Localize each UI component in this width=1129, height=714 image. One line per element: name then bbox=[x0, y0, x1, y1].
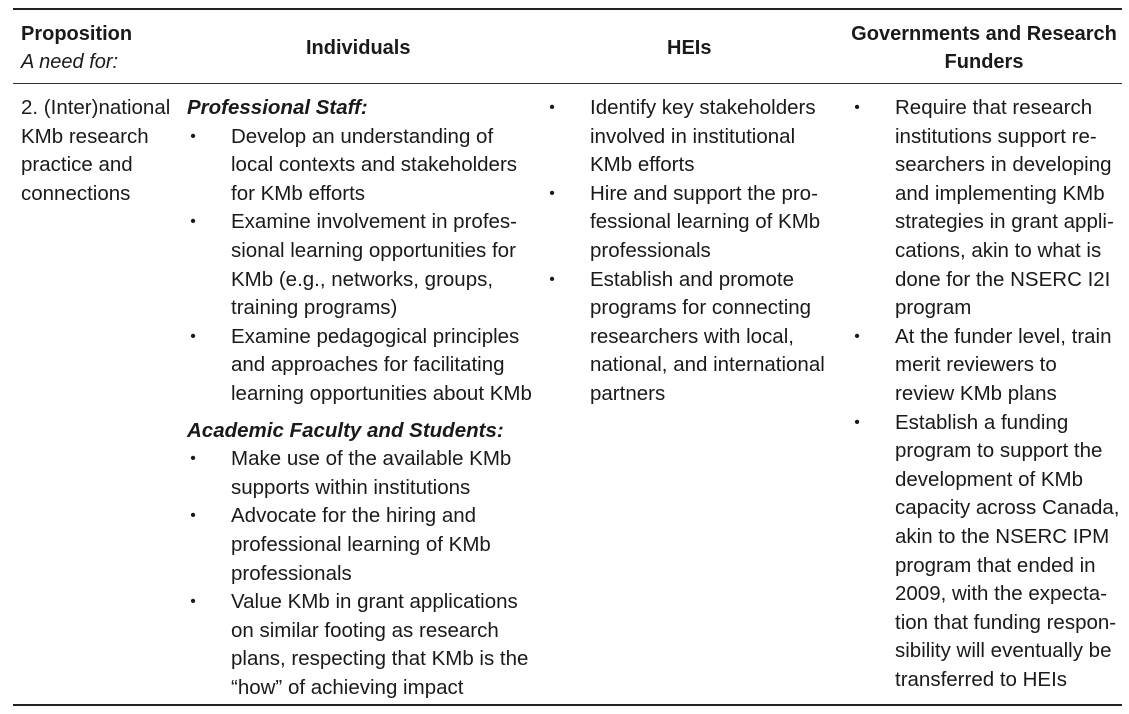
bullet-icon: • bbox=[190, 327, 196, 345]
list-item-text: Hire and support the pro-fessional learning of KMb professionals bbox=[590, 181, 821, 262]
list-item bbox=[546, 180, 836, 266]
list-item-text: Value KMb in grant applications on similar footing as research plans, respecting that KMb is the “how” of achieving impact bbox=[231, 590, 529, 699]
bullet-icon: • bbox=[190, 450, 196, 468]
subheading-professional-staff: Professional Staff: bbox=[187, 96, 368, 119]
list-item-text: Develop an understanding of local contexts and stakeholders for KMb efforts bbox=[231, 124, 518, 205]
list-item-text: Make use of the available KMb supports within institutions bbox=[231, 447, 512, 499]
bullet-icon: • bbox=[854, 413, 860, 431]
cell-heis bbox=[546, 94, 836, 409]
bullet-icon: • bbox=[190, 127, 196, 145]
list-item-text: Examine pedagogical principles and approaches for facilitating learning opportunities about KMb bbox=[231, 324, 532, 405]
list-item bbox=[546, 94, 836, 180]
header-individuals: Individuals bbox=[306, 37, 411, 59]
list-heis bbox=[546, 94, 836, 409]
cell-governments bbox=[851, 94, 1121, 694]
list-item-text: At the funder level, train merit reviewers to review KMb plans bbox=[895, 324, 1112, 405]
cell-proposition: 2. (Inter)national KMb research practice and connections bbox=[21, 96, 171, 205]
list-academic-faculty bbox=[187, 445, 537, 702]
header-divider bbox=[13, 83, 1122, 84]
list-item-text: Establish and promote programs for connecting researchers with local, national, and international partners bbox=[590, 267, 825, 405]
cell-individuals bbox=[187, 94, 537, 702]
header-governments: Governments and Research Funders bbox=[851, 23, 1117, 73]
list-item bbox=[851, 323, 1121, 409]
list-item bbox=[187, 123, 537, 209]
list-item bbox=[187, 208, 537, 322]
table-bottom-rule bbox=[13, 704, 1122, 706]
bullet-icon: • bbox=[190, 507, 196, 525]
list-governments bbox=[851, 94, 1121, 694]
list-item bbox=[546, 266, 836, 409]
subheading-academic-faculty: Academic Faculty and Students: bbox=[187, 418, 504, 442]
header-proposition-subtitle: A need for: bbox=[21, 51, 119, 73]
list-item-text: Advocate for the hiring and professional learning of KMb professionals bbox=[231, 504, 491, 585]
header-proposition: Proposition bbox=[21, 23, 133, 45]
bullet-icon: • bbox=[190, 213, 196, 231]
list-item bbox=[851, 94, 1121, 323]
bullet-icon: • bbox=[854, 327, 860, 345]
list-item bbox=[187, 588, 537, 702]
list-item-text: Establish a funding program to support the development of KMb capacity across Canada, akin to the NSERC IPM program that ended in 2009, with the expecta-tion that funding respon-sibility will eventually be transferred to HEIs bbox=[895, 410, 1120, 691]
bullet-icon: • bbox=[549, 99, 555, 116]
bullet-icon: • bbox=[549, 270, 555, 288]
bullet-icon: • bbox=[190, 593, 196, 611]
list-item-text: Require that research institutions support re-searchers in developing and implementing KMb strategies in grant appli-cations, akin to what is done for the NSERC I2I program bbox=[895, 96, 1114, 320]
list-item bbox=[851, 409, 1121, 695]
list-item bbox=[187, 323, 537, 409]
header-heis: HEIs bbox=[667, 37, 712, 59]
table-top-rule bbox=[13, 8, 1122, 10]
list-professional-staff bbox=[187, 123, 537, 409]
list-item bbox=[187, 445, 537, 502]
bullet-icon: • bbox=[549, 184, 555, 202]
bullet-icon: • bbox=[854, 99, 860, 116]
list-item-text: Identify key stakeholders involved in institutional KMb efforts bbox=[590, 96, 816, 177]
list-item-text: Examine involvement in profes-sional learning opportunities for KMb (e.g., networks, groups, training programs) bbox=[231, 210, 517, 320]
list-item bbox=[187, 502, 537, 588]
